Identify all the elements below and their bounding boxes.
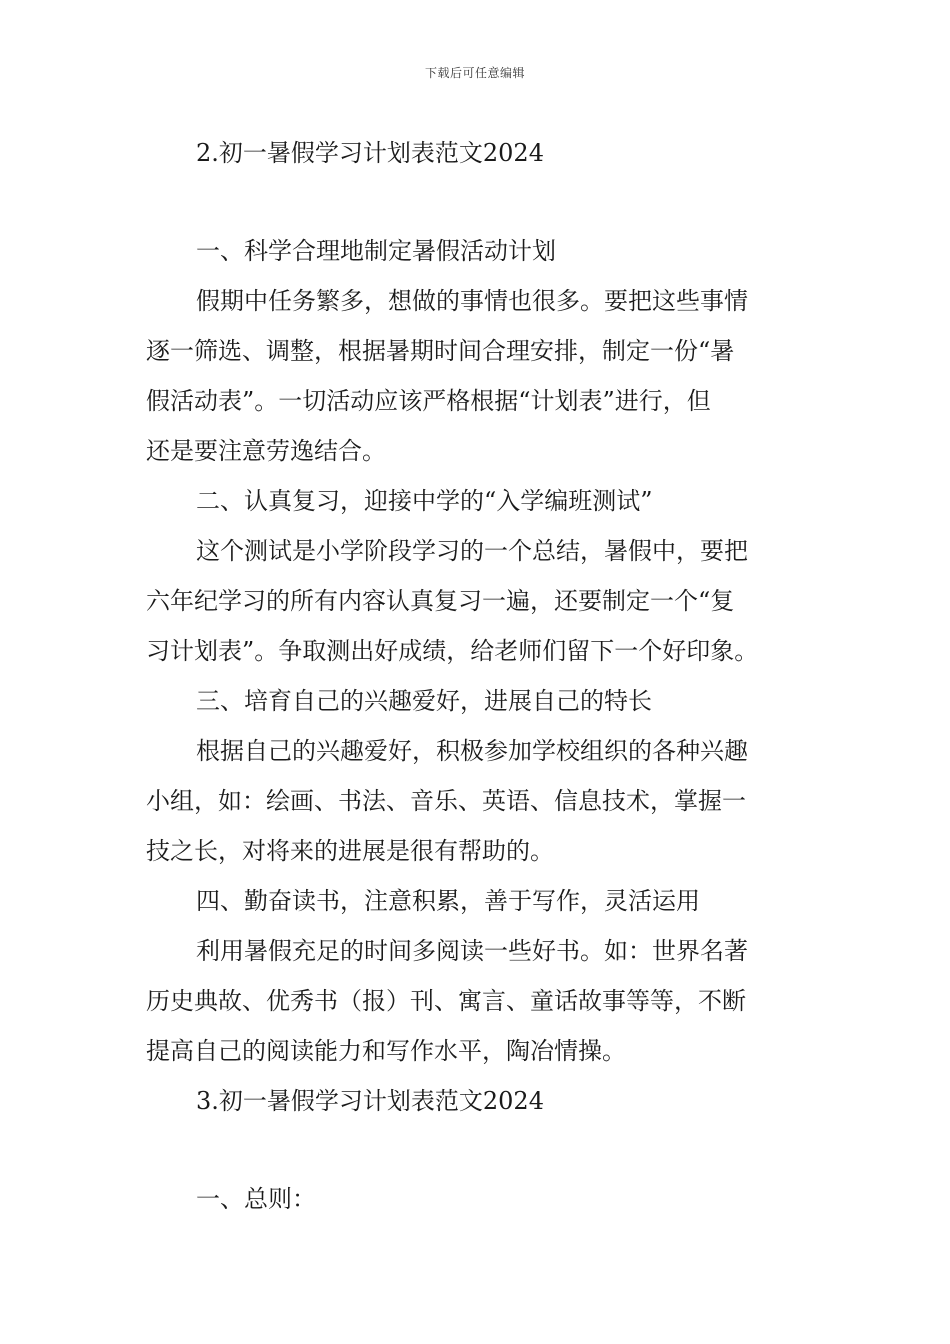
subheading-3: 三、培育自己的兴趣爱好，进展自己的特长 <box>196 687 652 715</box>
paragraph-line: 这个测试是小学阶段学习的一个总结，暑假中，要把 <box>196 537 748 565</box>
subheading-2: 二、认真复习，迎接中学的“入学编班测试” <box>196 487 653 515</box>
page-header-note: 下载后可任意编辑 <box>424 66 525 80</box>
paragraph-line: 技之长，对将来的进展是很有帮助的。 <box>146 837 554 865</box>
paragraph-line: 小组，如：绘画、书法、音乐、英语、信息技术，掌握一 <box>146 787 746 815</box>
paragraph-line: 历史典故、优秀书（报）刊、寓言、童话故事等等，不断 <box>146 987 746 1015</box>
paragraph-line: 根据自己的兴趣爱好，积极参加学校组织的各种兴趣 <box>196 737 748 765</box>
paragraph-line: 提高自己的阅读能力和写作水平，陶冶情操。 <box>146 1037 626 1065</box>
paragraph-line: 习计划表”。争取测出好成绩，给老师们留下一个好印象。 <box>146 637 759 665</box>
paragraph-line: 利用暑假充足的时间多阅读一些好书。如：世界名著 <box>196 937 748 965</box>
section-heading-3: 3.初一暑假学习计划表范文2024 <box>196 1087 544 1115</box>
blank-gap <box>146 1126 806 1174</box>
paragraph-line: 假活动表”。一切活动应该严格根据“计划表”进行，但 <box>146 387 711 415</box>
subheading-4: 四、勤奋读书，注意积累，善于写作，灵活运用 <box>196 887 700 915</box>
subheading-1: 一、科学合理地制定暑假活动计划 <box>196 237 556 265</box>
paragraph-line: 六年纪学习的所有内容认真复习一遍，还要制定一个“复 <box>146 587 735 615</box>
document-body <box>146 128 806 1224</box>
paragraph-line: 还是要注意劳逸结合。 <box>146 437 386 465</box>
blank-gap <box>146 178 806 226</box>
subheading-general: 一、总则： <box>196 1185 316 1213</box>
section-heading-2: 2.初一暑假学习计划表范文2024 <box>196 139 544 167</box>
paragraph-line: 假期中任务繁多，想做的事情也很多。要把这些事情 <box>196 287 748 315</box>
paragraph-line: 逐一筛选、调整，根据暑期时间合理安排，制定一份“暑 <box>146 337 735 365</box>
